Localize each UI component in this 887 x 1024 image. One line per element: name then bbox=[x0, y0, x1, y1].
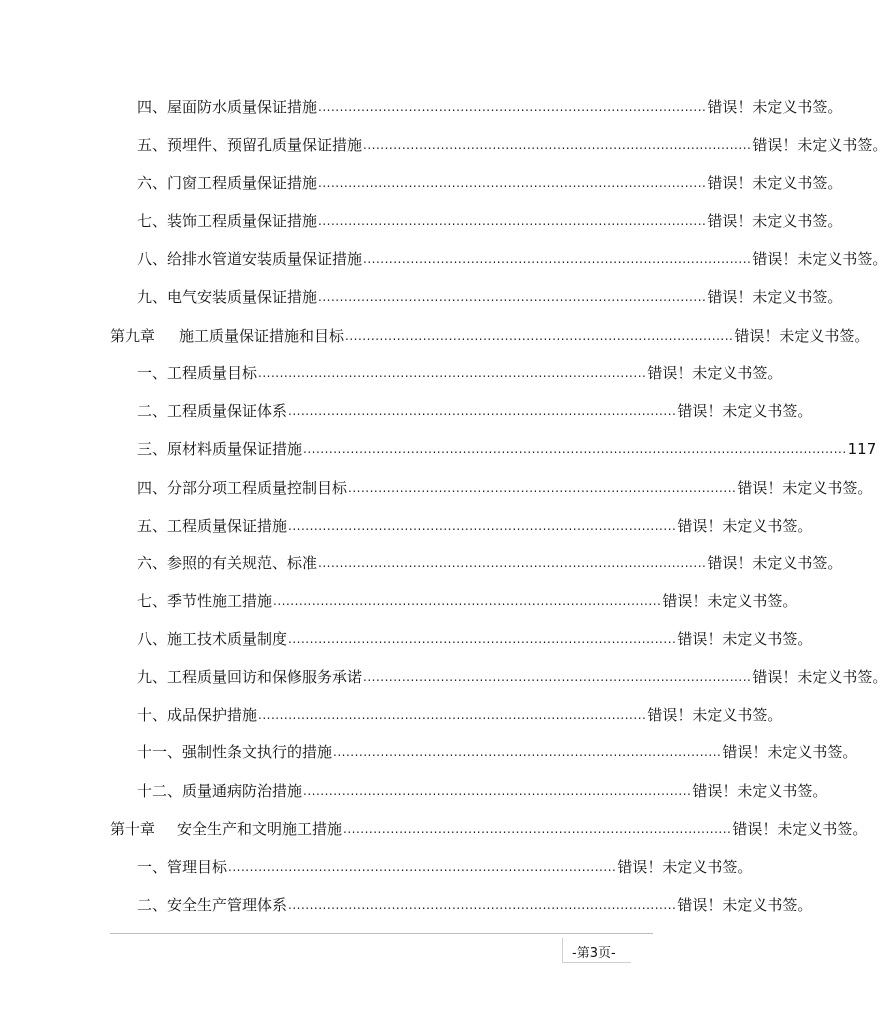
toc-chapter-title: 安全生产和文明施工措施 bbox=[177, 820, 343, 838]
toc-leader-dots: .......................................................................................... bbox=[363, 252, 752, 266]
toc-entry-page: 错误！未定义书签。 bbox=[707, 174, 843, 192]
toc-leader-dots: .......................................................................................... bbox=[333, 745, 722, 759]
toc-leader-dots: .......................................................................................... bbox=[348, 481, 737, 495]
toc-entry-page: 错误！未定义书签。 bbox=[707, 98, 843, 116]
toc-entry-title: 八、施工技术质量制度 bbox=[137, 630, 288, 648]
toc-entry[interactable] bbox=[137, 362, 783, 384]
toc-entry-title: 九、工程质量回访和保修服务承诺 bbox=[137, 668, 363, 686]
toc-leader-dots: .......................................................................................... bbox=[288, 519, 677, 533]
toc-entry[interactable] bbox=[137, 780, 828, 802]
toc-leader-dots: .......................................................................................... bbox=[288, 898, 677, 912]
toc-entry-page: 错误！未定义书签。 bbox=[677, 517, 813, 535]
toc-entry[interactable] bbox=[137, 210, 843, 232]
toc-leader-dots: .......................................................................................... bbox=[318, 100, 707, 114]
toc-leader-dots: .......................................................................................... bbox=[318, 290, 707, 304]
toc-leader-dots: .......................................................................................... bbox=[318, 556, 707, 570]
toc-entry-title: 九、电气安装质量保证措施 bbox=[137, 288, 318, 306]
toc-leader-dots: .......................................................................................... bbox=[303, 784, 692, 798]
toc-entry-page: 错误！未定义书签。 bbox=[677, 896, 813, 914]
toc-entry-title: 十二、质量通病防治措施 bbox=[137, 782, 303, 800]
toc-entry-page: 错误！未定义书签。 bbox=[707, 288, 843, 306]
toc-entry[interactable] bbox=[137, 741, 858, 763]
toc-entry-page: 错误！未定义书签。 bbox=[692, 782, 828, 800]
toc-leader-dots: .............................................................................................................................. bbox=[303, 442, 847, 456]
toc-leader-dots: .......................................................................................... bbox=[318, 176, 707, 190]
toc-entry-page: 错误！未定义书签。 bbox=[662, 592, 798, 610]
toc-leader-dots: .......................................................................................... bbox=[273, 594, 662, 608]
toc-entry[interactable] bbox=[137, 400, 813, 422]
toc-chapter-title: 施工质量保证措施和目标 bbox=[179, 327, 345, 345]
toc-entry[interactable] bbox=[137, 704, 783, 726]
toc-entry-title: 六、参照的有关规范、标准 bbox=[137, 554, 318, 572]
toc-entry-title: 十一、强制性条文执行的措施 bbox=[137, 743, 333, 761]
toc-entry-title: 四、屋面防水质量保证措施 bbox=[137, 98, 318, 116]
toc-entry[interactable] bbox=[137, 477, 873, 499]
page-number: -第3页- bbox=[572, 946, 616, 961]
toc-leader-dots: .......................................................................................... bbox=[288, 632, 677, 646]
toc-entry-title: 三、原材料质量保证措施 bbox=[137, 440, 303, 458]
toc-entry[interactable] bbox=[137, 628, 813, 650]
toc-entry-title: 五、工程质量保证措施 bbox=[137, 517, 288, 535]
toc-entry-page: 错误！未定义书签。 bbox=[737, 479, 873, 497]
toc-leader-dots: .......................................................................................... bbox=[318, 214, 707, 228]
toc-entry[interactable] bbox=[137, 172, 843, 194]
toc-entry-title: 五、预埋件、预留孔质量保证措施 bbox=[137, 136, 363, 154]
toc-chapter-entry[interactable] bbox=[110, 325, 870, 347]
toc-entry-title: 二、安全生产管理体系 bbox=[137, 896, 288, 914]
toc-entry-title: 八、给排水管道安装质量保证措施 bbox=[137, 250, 363, 268]
toc-entry-title: 一、工程质量目标 bbox=[137, 364, 258, 382]
toc-entry-page: 117 bbox=[847, 440, 877, 458]
toc-entry-title: 一、管理目标 bbox=[137, 858, 228, 876]
toc-entry-title: 七、季节性施工措施 bbox=[137, 592, 273, 610]
toc-entry-title: 六、门窗工程质量保证措施 bbox=[137, 174, 318, 192]
toc-entry-page: 错误！未定义书签。 bbox=[752, 250, 887, 268]
toc-entry[interactable] bbox=[137, 666, 887, 688]
toc-entry-page: 错误！未定义书签。 bbox=[732, 820, 868, 838]
toc-leader-dots: .......................................................................................... bbox=[363, 670, 752, 684]
toc-entry-page: 错误！未定义书签。 bbox=[677, 402, 813, 420]
toc-leader-dots: .......................................................................................... bbox=[345, 329, 734, 343]
toc-entry[interactable] bbox=[137, 438, 877, 460]
toc-entry-page: 错误！未定义书签。 bbox=[734, 327, 870, 345]
toc-leader-dots: .......................................................................................... bbox=[363, 138, 752, 152]
toc-entry-page: 错误！未定义书签。 bbox=[647, 706, 783, 724]
toc-chapter-number: 第十章 bbox=[110, 820, 156, 838]
toc-entry-page: 错误！未定义书签。 bbox=[707, 212, 843, 230]
toc-entry-page: 错误！未定义书签。 bbox=[617, 858, 753, 876]
toc-entry-title: 二、工程质量保证体系 bbox=[137, 402, 288, 420]
toc-chapter-entry[interactable] bbox=[110, 818, 868, 840]
toc-entry[interactable] bbox=[137, 248, 887, 270]
toc-leader-dots: .......................................................................................... bbox=[228, 860, 617, 874]
toc-entry[interactable] bbox=[137, 894, 813, 916]
toc-entry[interactable] bbox=[137, 856, 753, 878]
toc-entry-page: 错误！未定义书签。 bbox=[752, 668, 887, 686]
toc-entry[interactable] bbox=[137, 134, 887, 156]
toc-chapter-number: 第九章 bbox=[110, 327, 156, 345]
toc-entry-page: 错误！未定义书签。 bbox=[722, 743, 858, 761]
toc-entry-page: 错误！未定义书签。 bbox=[677, 630, 813, 648]
toc-leader-dots: .......................................................................................... bbox=[343, 822, 732, 836]
footer-rule bbox=[110, 933, 653, 934]
toc-entry[interactable] bbox=[137, 552, 843, 574]
toc-entry[interactable] bbox=[137, 590, 798, 612]
toc-entry-page: 错误！未定义书签。 bbox=[647, 364, 783, 382]
toc-leader-dots: .......................................................................................... bbox=[258, 708, 647, 722]
toc-entry[interactable] bbox=[137, 286, 843, 308]
toc-leader-dots: .......................................................................................... bbox=[288, 404, 677, 418]
toc-entry-page: 错误！未定义书签。 bbox=[752, 136, 887, 154]
toc-entry-title: 七、装饰工程质量保证措施 bbox=[137, 212, 318, 230]
toc-entry-title: 四、分部分项工程质量控制目标 bbox=[137, 479, 348, 497]
toc-entry-page: 错误！未定义书签。 bbox=[707, 554, 843, 572]
toc-entry-title: 十、成品保护措施 bbox=[137, 706, 258, 724]
toc-leader-dots: .......................................................................................... bbox=[258, 366, 647, 380]
toc-entry[interactable] bbox=[137, 96, 843, 118]
toc-entry[interactable] bbox=[137, 515, 813, 537]
